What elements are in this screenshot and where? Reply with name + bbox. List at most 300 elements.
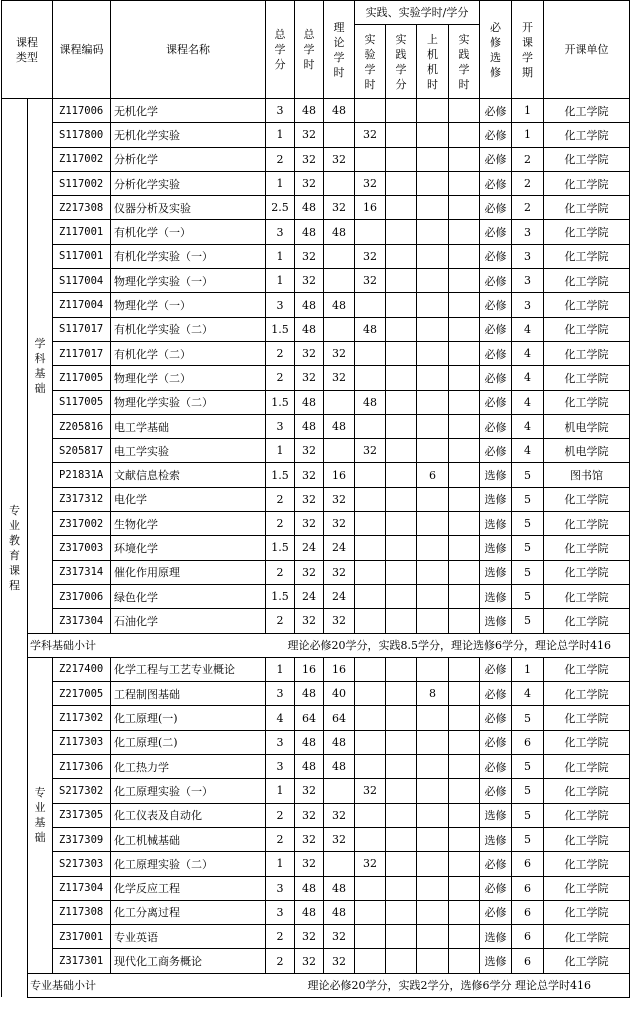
course-name-cell: 化工原理实验（一） bbox=[111, 779, 266, 803]
lab-credits-cell bbox=[386, 925, 417, 949]
theory-hours-cell: 48 bbox=[324, 293, 355, 317]
theory-hours-cell: 32 bbox=[324, 341, 355, 365]
course-code-cell: Z117303 bbox=[53, 730, 111, 754]
group-cell bbox=[28, 99, 53, 634]
department-cell: 化工学院 bbox=[544, 755, 630, 779]
header-semester: 开课学期 bbox=[512, 1, 544, 99]
practice-hours-cell bbox=[449, 827, 480, 851]
theory-hours-cell: 24 bbox=[324, 536, 355, 560]
course-name-cell: 有机化学（二） bbox=[111, 341, 266, 365]
computer-hours-cell bbox=[417, 123, 449, 147]
department-cell: 化工学院 bbox=[544, 317, 630, 341]
semester-cell: 6 bbox=[512, 949, 544, 973]
theory-hours-cell: 48 bbox=[324, 414, 355, 438]
lab-credits-cell bbox=[386, 487, 417, 511]
course-code-cell: S217303 bbox=[53, 852, 111, 876]
required-elective-cell: 必修 bbox=[480, 269, 512, 293]
subtotal-text: 理论必修20学分，实践2学分，选修6学分 理论总学时416 bbox=[266, 973, 630, 997]
course-code-cell: Z317301 bbox=[53, 949, 111, 973]
course-name-cell: 化工分离过程 bbox=[111, 900, 266, 924]
group-label: 学科基础 bbox=[34, 336, 46, 395]
computer-hours-cell bbox=[417, 730, 449, 754]
lab-hours-cell bbox=[355, 536, 386, 560]
course-name-cell: 催化作用原理 bbox=[111, 560, 266, 584]
course-code-cell: Z117304 bbox=[53, 876, 111, 900]
table-row bbox=[2, 682, 630, 706]
department-cell: 机电学院 bbox=[544, 414, 630, 438]
semester-cell: 5 bbox=[512, 609, 544, 633]
lab-hours-cell: 32 bbox=[355, 269, 386, 293]
subtotal-row bbox=[2, 973, 630, 997]
total-hours-cell: 32 bbox=[295, 779, 324, 803]
semester-cell: 5 bbox=[512, 463, 544, 487]
total-hours-cell: 32 bbox=[295, 487, 324, 511]
practice-hours-cell bbox=[449, 366, 480, 390]
course-name-cell: 物理化学实验（一） bbox=[111, 269, 266, 293]
header-computer-hours: 上机机时 bbox=[417, 25, 449, 99]
course-code-cell: Z117001 bbox=[53, 220, 111, 244]
semester-cell: 6 bbox=[512, 900, 544, 924]
category-main-cell bbox=[2, 99, 28, 998]
table-row bbox=[2, 609, 630, 633]
computer-hours-cell bbox=[417, 439, 449, 463]
theory-hours-cell: 48 bbox=[324, 99, 355, 123]
course-code-cell: Z317309 bbox=[53, 827, 111, 851]
semester-cell: 4 bbox=[512, 341, 544, 365]
lab-credits-cell bbox=[386, 682, 417, 706]
required-elective-cell: 选修 bbox=[480, 925, 512, 949]
theory-hours-cell: 48 bbox=[324, 730, 355, 754]
required-elective-cell: 选修 bbox=[480, 536, 512, 560]
course-code-cell: Z217400 bbox=[53, 657, 111, 681]
lab-credits-cell bbox=[386, 244, 417, 268]
table-row bbox=[2, 900, 630, 924]
credits-cell: 3 bbox=[266, 293, 295, 317]
lab-credits-cell bbox=[386, 852, 417, 876]
total-hours-cell: 32 bbox=[295, 463, 324, 487]
table-row bbox=[2, 439, 630, 463]
theory-hours-cell bbox=[324, 269, 355, 293]
total-hours-cell: 32 bbox=[295, 852, 324, 876]
table-row bbox=[2, 147, 630, 171]
table-row bbox=[2, 123, 630, 147]
lab-credits-cell bbox=[386, 779, 417, 803]
required-elective-cell: 必修 bbox=[480, 852, 512, 876]
lab-credits-cell bbox=[386, 220, 417, 244]
computer-hours-cell bbox=[417, 147, 449, 171]
lab-hours-cell bbox=[355, 293, 386, 317]
required-elective-cell: 选修 bbox=[480, 949, 512, 973]
credits-cell: 1 bbox=[266, 852, 295, 876]
table-row bbox=[2, 925, 630, 949]
total-hours-cell: 48 bbox=[295, 220, 324, 244]
total-hours-cell: 32 bbox=[295, 171, 324, 195]
department-cell: 化工学院 bbox=[544, 584, 630, 608]
credits-cell: 2 bbox=[266, 949, 295, 973]
lab-credits-cell bbox=[386, 730, 417, 754]
practice-hours-cell bbox=[449, 293, 480, 317]
department-cell: 化工学院 bbox=[544, 487, 630, 511]
semester-cell: 5 bbox=[512, 803, 544, 827]
department-cell: 化工学院 bbox=[544, 244, 630, 268]
lab-hours-cell bbox=[355, 900, 386, 924]
course-code-cell: Z317304 bbox=[53, 609, 111, 633]
lab-hours-cell bbox=[355, 512, 386, 536]
lab-hours-cell bbox=[355, 560, 386, 584]
computer-hours-cell bbox=[417, 803, 449, 827]
credits-cell: 1.5 bbox=[266, 390, 295, 414]
department-cell: 化工学院 bbox=[544, 657, 630, 681]
semester-cell: 5 bbox=[512, 779, 544, 803]
header-lab-credits: 实践学分 bbox=[386, 25, 417, 99]
practice-hours-cell bbox=[449, 147, 480, 171]
lab-credits-cell bbox=[386, 390, 417, 414]
practice-hours-cell bbox=[449, 269, 480, 293]
lab-hours-cell bbox=[355, 925, 386, 949]
required-elective-cell: 必修 bbox=[480, 244, 512, 268]
theory-hours-cell bbox=[324, 244, 355, 268]
course-code-cell: S205817 bbox=[53, 439, 111, 463]
required-elective-cell: 必修 bbox=[480, 147, 512, 171]
course-name-cell: 分析化学 bbox=[111, 147, 266, 171]
semester-cell: 5 bbox=[512, 487, 544, 511]
credits-cell: 1.5 bbox=[266, 584, 295, 608]
credits-cell: 3 bbox=[266, 876, 295, 900]
course-name-cell: 化工原理(二) bbox=[111, 730, 266, 754]
theory-hours-cell: 48 bbox=[324, 220, 355, 244]
practice-hours-cell bbox=[449, 925, 480, 949]
lab-credits-cell bbox=[386, 706, 417, 730]
required-elective-cell: 必修 bbox=[480, 900, 512, 924]
computer-hours-cell bbox=[417, 925, 449, 949]
course-code-cell: Z117002 bbox=[53, 147, 111, 171]
lab-credits-cell bbox=[386, 609, 417, 633]
lab-hours-cell: 48 bbox=[355, 317, 386, 341]
computer-hours-cell: 8 bbox=[417, 682, 449, 706]
course-name-cell: 无机化学 bbox=[111, 99, 266, 123]
computer-hours-cell bbox=[417, 560, 449, 584]
semester-cell: 3 bbox=[512, 293, 544, 317]
curriculum-table bbox=[1, 0, 630, 998]
table-row bbox=[2, 366, 630, 390]
course-code-cell: S117004 bbox=[53, 269, 111, 293]
table-row bbox=[2, 171, 630, 195]
course-code-cell: Z317001 bbox=[53, 925, 111, 949]
computer-hours-cell bbox=[417, 779, 449, 803]
theory-hours-cell: 16 bbox=[324, 463, 355, 487]
semester-cell: 5 bbox=[512, 512, 544, 536]
course-name-cell: 工程制图基础 bbox=[111, 682, 266, 706]
course-name-cell: 现代化工商务概论 bbox=[111, 949, 266, 973]
lab-credits-cell bbox=[386, 876, 417, 900]
theory-hours-cell: 32 bbox=[324, 925, 355, 949]
header-lab-hours: 实验学时 bbox=[355, 25, 386, 99]
computer-hours-cell bbox=[417, 827, 449, 851]
department-cell: 化工学院 bbox=[544, 949, 630, 973]
practice-hours-cell bbox=[449, 171, 480, 195]
required-elective-cell: 必修 bbox=[480, 317, 512, 341]
required-elective-cell: 必修 bbox=[480, 390, 512, 414]
department-cell: 化工学院 bbox=[544, 803, 630, 827]
credits-cell: 3 bbox=[266, 755, 295, 779]
required-elective-cell: 必修 bbox=[480, 682, 512, 706]
required-elective-cell: 选修 bbox=[480, 560, 512, 584]
computer-hours-cell bbox=[417, 657, 449, 681]
practice-hours-cell bbox=[449, 220, 480, 244]
practice-hours-cell bbox=[449, 900, 480, 924]
computer-hours-cell bbox=[417, 609, 449, 633]
table-row bbox=[2, 463, 630, 487]
table-row bbox=[2, 706, 630, 730]
department-cell: 化工学院 bbox=[544, 925, 630, 949]
total-hours-cell: 48 bbox=[295, 293, 324, 317]
required-elective-cell: 选修 bbox=[480, 584, 512, 608]
department-cell: 化工学院 bbox=[544, 536, 630, 560]
department-cell: 化工学院 bbox=[544, 609, 630, 633]
course-name-cell: 物理化学实验（二） bbox=[111, 390, 266, 414]
department-cell: 化工学院 bbox=[544, 560, 630, 584]
total-hours-cell: 32 bbox=[295, 609, 324, 633]
table-row bbox=[2, 536, 630, 560]
theory-hours-cell: 16 bbox=[324, 657, 355, 681]
required-elective-cell: 选修 bbox=[480, 609, 512, 633]
practice-hours-cell bbox=[449, 244, 480, 268]
credits-cell: 3 bbox=[266, 730, 295, 754]
lab-hours-cell bbox=[355, 609, 386, 633]
lab-credits-cell bbox=[386, 463, 417, 487]
total-hours-cell: 32 bbox=[295, 512, 324, 536]
credits-cell: 2 bbox=[266, 487, 295, 511]
table-row bbox=[2, 269, 630, 293]
credits-cell: 1 bbox=[266, 269, 295, 293]
theory-hours-cell: 32 bbox=[324, 196, 355, 220]
practice-hours-cell bbox=[449, 196, 480, 220]
credits-cell: 2 bbox=[266, 341, 295, 365]
course-name-cell: 绿色化学 bbox=[111, 584, 266, 608]
course-name-cell: 环境化学 bbox=[111, 536, 266, 560]
course-code-cell: S117001 bbox=[53, 244, 111, 268]
total-hours-cell: 32 bbox=[295, 925, 324, 949]
practice-hours-cell bbox=[449, 317, 480, 341]
course-name-cell: 电化学 bbox=[111, 487, 266, 511]
required-elective-cell: 必修 bbox=[480, 439, 512, 463]
theory-hours-cell bbox=[324, 171, 355, 195]
theory-hours-cell bbox=[324, 390, 355, 414]
course-name-cell: 电工学基础 bbox=[111, 414, 266, 438]
theory-hours-cell bbox=[324, 779, 355, 803]
computer-hours-cell bbox=[417, 341, 449, 365]
computer-hours-cell bbox=[417, 317, 449, 341]
lab-hours-cell: 32 bbox=[355, 852, 386, 876]
practice-hours-cell bbox=[449, 341, 480, 365]
theory-hours-cell bbox=[324, 439, 355, 463]
table-row bbox=[2, 755, 630, 779]
credits-cell: 2 bbox=[266, 803, 295, 827]
practice-hours-cell bbox=[449, 123, 480, 147]
practice-hours-cell bbox=[449, 390, 480, 414]
semester-cell: 6 bbox=[512, 730, 544, 754]
semester-cell: 1 bbox=[512, 657, 544, 681]
semester-cell: 5 bbox=[512, 560, 544, 584]
practice-hours-cell bbox=[449, 536, 480, 560]
credits-cell: 2 bbox=[266, 925, 295, 949]
course-name-cell: 化工热力学 bbox=[111, 755, 266, 779]
department-cell: 化工学院 bbox=[544, 123, 630, 147]
lab-hours-cell bbox=[355, 827, 386, 851]
table-row bbox=[2, 99, 630, 123]
credits-cell: 3 bbox=[266, 682, 295, 706]
lab-credits-cell bbox=[386, 293, 417, 317]
credits-cell: 1 bbox=[266, 779, 295, 803]
required-elective-cell: 必修 bbox=[480, 706, 512, 730]
course-code-cell: S117017 bbox=[53, 317, 111, 341]
semester-cell: 2 bbox=[512, 147, 544, 171]
required-elective-cell: 必修 bbox=[480, 171, 512, 195]
semester-cell: 6 bbox=[512, 925, 544, 949]
semester-cell: 6 bbox=[512, 876, 544, 900]
lab-hours-cell bbox=[355, 755, 386, 779]
theory-hours-cell: 32 bbox=[324, 366, 355, 390]
credits-cell: 4 bbox=[266, 706, 295, 730]
total-hours-cell: 32 bbox=[295, 949, 324, 973]
practice-hours-cell bbox=[449, 755, 480, 779]
credits-cell: 1 bbox=[266, 171, 295, 195]
department-cell: 化工学院 bbox=[544, 390, 630, 414]
lab-credits-cell bbox=[386, 414, 417, 438]
practice-hours-cell bbox=[449, 414, 480, 438]
computer-hours-cell bbox=[417, 487, 449, 511]
required-elective-cell: 必修 bbox=[480, 779, 512, 803]
semester-cell: 4 bbox=[512, 682, 544, 706]
semester-cell: 1 bbox=[512, 99, 544, 123]
practice-hours-cell bbox=[449, 463, 480, 487]
course-name-cell: 化工仪表及自动化 bbox=[111, 803, 266, 827]
course-name-cell: 化学反应工程 bbox=[111, 876, 266, 900]
theory-hours-cell: 24 bbox=[324, 584, 355, 608]
computer-hours-cell: 6 bbox=[417, 463, 449, 487]
practice-hours-cell bbox=[449, 560, 480, 584]
credits-cell: 3 bbox=[266, 900, 295, 924]
credits-cell: 1 bbox=[266, 123, 295, 147]
credits-cell: 2 bbox=[266, 147, 295, 171]
course-name-cell: 物理化学（一） bbox=[111, 293, 266, 317]
lab-hours-cell bbox=[355, 584, 386, 608]
department-cell: 化工学院 bbox=[544, 220, 630, 244]
header-theory-hours: 理论学时 bbox=[324, 1, 355, 99]
table-row bbox=[2, 317, 630, 341]
theory-hours-cell: 64 bbox=[324, 706, 355, 730]
lab-credits-cell bbox=[386, 900, 417, 924]
required-elective-cell: 必修 bbox=[480, 730, 512, 754]
course-code-cell: Z117004 bbox=[53, 293, 111, 317]
semester-cell: 5 bbox=[512, 827, 544, 851]
lab-hours-cell: 32 bbox=[355, 779, 386, 803]
subtotal-label: 专业基础小计 bbox=[28, 973, 266, 997]
credits-cell: 3 bbox=[266, 220, 295, 244]
credits-cell: 1 bbox=[266, 439, 295, 463]
total-hours-cell: 32 bbox=[295, 803, 324, 827]
theory-hours-cell: 32 bbox=[324, 560, 355, 584]
department-cell: 化工学院 bbox=[544, 269, 630, 293]
course-name-cell: 文献信息检索 bbox=[111, 463, 266, 487]
practice-hours-cell bbox=[449, 657, 480, 681]
credits-cell: 2 bbox=[266, 827, 295, 851]
lab-credits-cell bbox=[386, 755, 417, 779]
table-row bbox=[2, 803, 630, 827]
course-code-cell: Z117006 bbox=[53, 99, 111, 123]
lab-hours-cell: 48 bbox=[355, 390, 386, 414]
theory-hours-cell bbox=[324, 123, 355, 147]
course-name-cell: 有机化学实验（二） bbox=[111, 317, 266, 341]
lab-hours-cell bbox=[355, 341, 386, 365]
course-name-cell: 仪器分析及实验 bbox=[111, 196, 266, 220]
course-code-cell: Z217308 bbox=[53, 196, 111, 220]
header-practice-group: 实践、实验学时/学分 bbox=[355, 1, 480, 25]
theory-hours-cell: 48 bbox=[324, 876, 355, 900]
total-hours-cell: 48 bbox=[295, 876, 324, 900]
credits-cell: 1.5 bbox=[266, 317, 295, 341]
computer-hours-cell bbox=[417, 414, 449, 438]
credits-cell: 1 bbox=[266, 244, 295, 268]
total-hours-cell: 32 bbox=[295, 244, 324, 268]
required-elective-cell: 选修 bbox=[480, 487, 512, 511]
lab-hours-cell: 32 bbox=[355, 244, 386, 268]
department-cell: 机电学院 bbox=[544, 439, 630, 463]
department-cell: 化工学院 bbox=[544, 706, 630, 730]
total-hours-cell: 32 bbox=[295, 366, 324, 390]
lab-credits-cell bbox=[386, 317, 417, 341]
practice-hours-cell bbox=[449, 609, 480, 633]
department-cell: 化工学院 bbox=[544, 147, 630, 171]
course-code-cell: Z117308 bbox=[53, 900, 111, 924]
table-row bbox=[2, 512, 630, 536]
header-total-credits: 总学分 bbox=[266, 1, 295, 99]
department-cell: 化工学院 bbox=[544, 341, 630, 365]
department-cell: 化工学院 bbox=[544, 171, 630, 195]
department-cell: 化工学院 bbox=[544, 99, 630, 123]
computer-hours-cell bbox=[417, 876, 449, 900]
practice-hours-cell bbox=[449, 706, 480, 730]
lab-hours-cell: 16 bbox=[355, 196, 386, 220]
lab-credits-cell bbox=[386, 171, 417, 195]
lab-credits-cell bbox=[386, 512, 417, 536]
course-code-cell: Z117302 bbox=[53, 706, 111, 730]
course-code-cell: Z217005 bbox=[53, 682, 111, 706]
semester-cell: 4 bbox=[512, 390, 544, 414]
total-hours-cell: 48 bbox=[295, 900, 324, 924]
computer-hours-cell bbox=[417, 269, 449, 293]
course-name-cell: 无机化学实验 bbox=[111, 123, 266, 147]
required-elective-cell: 选修 bbox=[480, 512, 512, 536]
department-cell: 化工学院 bbox=[544, 827, 630, 851]
table-row bbox=[2, 560, 630, 584]
course-code-cell: S117005 bbox=[53, 390, 111, 414]
total-hours-cell: 48 bbox=[295, 196, 324, 220]
course-name-cell: 化工原理实验（二） bbox=[111, 852, 266, 876]
required-elective-cell: 选修 bbox=[480, 827, 512, 851]
required-elective-cell: 必修 bbox=[480, 123, 512, 147]
table-row bbox=[2, 390, 630, 414]
course-name-cell: 专业英语 bbox=[111, 925, 266, 949]
course-name-cell: 有机化学实验（一） bbox=[111, 244, 266, 268]
required-elective-cell: 必修 bbox=[480, 657, 512, 681]
lab-hours-cell bbox=[355, 487, 386, 511]
department-cell: 化工学院 bbox=[544, 293, 630, 317]
practice-hours-cell bbox=[449, 779, 480, 803]
theory-hours-cell: 48 bbox=[324, 900, 355, 924]
computer-hours-cell bbox=[417, 171, 449, 195]
lab-credits-cell bbox=[386, 366, 417, 390]
